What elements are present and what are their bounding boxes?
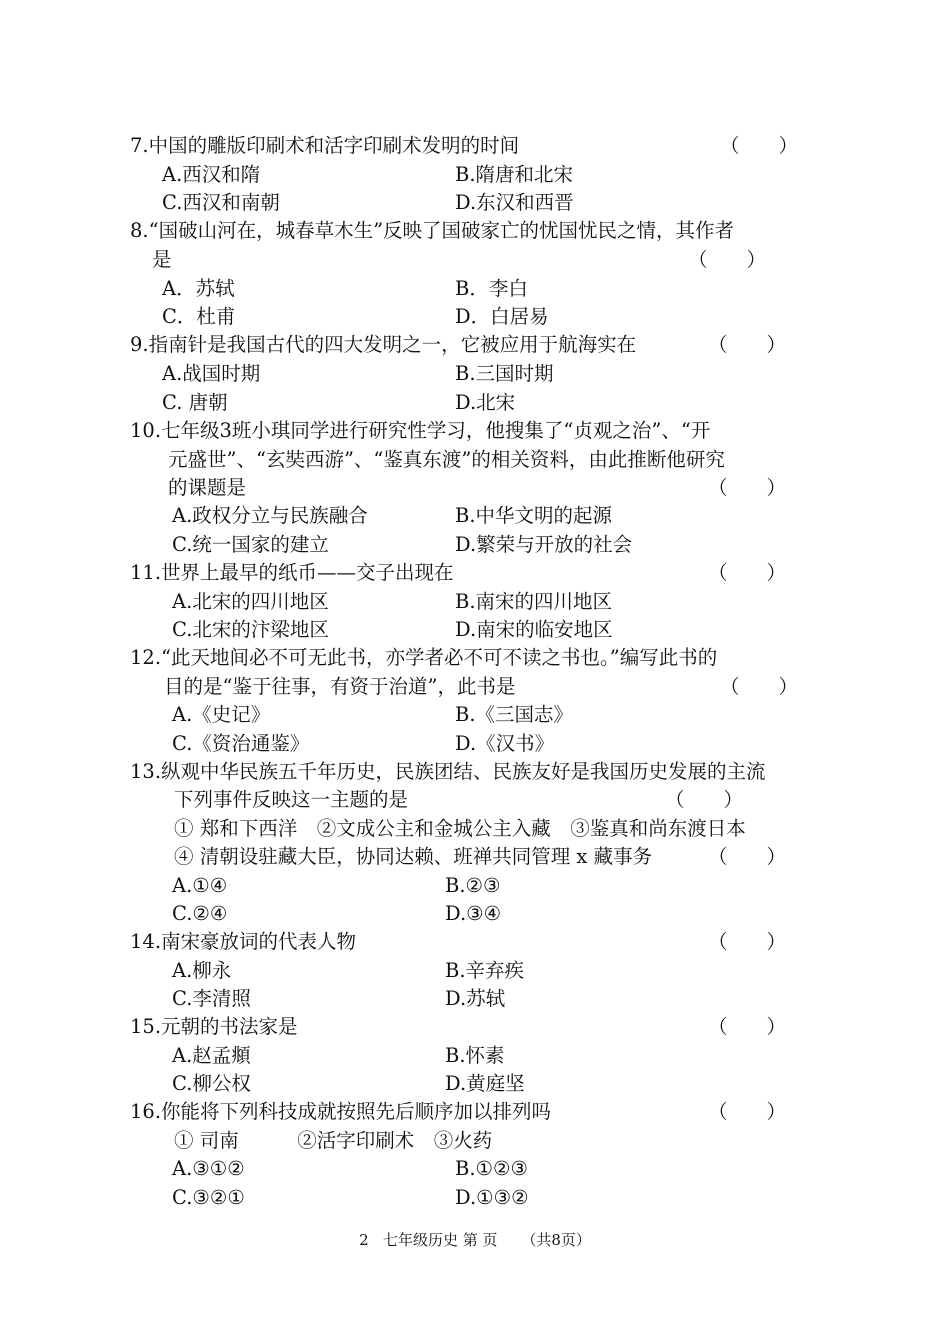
- q9-stem: 9.指南针是我国古代的四大发明之一，它被应用于航海实在: [130, 333, 637, 356]
- q10-option-c[interactable]: C.统一国家的建立: [172, 533, 329, 556]
- q11-option-c[interactable]: C.北宋的汴梁地区: [172, 618, 329, 641]
- q14-option-c[interactable]: C.李清照: [172, 987, 251, 1010]
- q14-answer-blank[interactable]: （ ）: [708, 930, 787, 953]
- q13-option-c[interactable]: C.②④: [172, 902, 228, 925]
- q15-answer-blank[interactable]: （ ）: [708, 1015, 787, 1038]
- q15-option-a[interactable]: A.赵孟頫: [172, 1044, 251, 1067]
- q7-option-d[interactable]: D.东汉和西晋: [455, 191, 574, 214]
- q10-option-a[interactable]: A.政权分立与民族融合: [172, 504, 368, 527]
- q10-stem-line3: 的课题是: [168, 476, 247, 499]
- q12-stem-line2: 目的是“鉴于往事，有资于治道”，此书是: [164, 675, 516, 698]
- q12-option-a[interactable]: A.《史记》: [172, 703, 271, 726]
- q13-items-blank[interactable]: （ ）: [708, 845, 787, 868]
- q10-stem-line1: 10.七年级3班小琪同学进行研究性学习，他搜集了“贞观之治”、“开: [130, 419, 711, 442]
- q13-option-d[interactable]: D.③④: [445, 902, 502, 925]
- q15-option-c[interactable]: C.柳公权: [172, 1072, 251, 1095]
- q8-answer-blank[interactable]: （ ）: [688, 248, 767, 271]
- q7-option-b[interactable]: B.隋唐和北宋: [455, 163, 574, 186]
- q8-stem-line1: 8.“国破山河在，城春草木生”反映了国破家亡的忧国忧民之情，其作者: [130, 219, 735, 242]
- q13-option-a[interactable]: A.①④: [172, 874, 228, 897]
- q12-answer-blank[interactable]: （ ）: [720, 675, 799, 698]
- q11-option-d[interactable]: D.南宋的临安地区: [455, 618, 613, 641]
- q12-option-b[interactable]: B.《三国志》: [455, 703, 574, 726]
- q16-option-d[interactable]: D.①③②: [455, 1186, 529, 1209]
- q10-stem-line2: 元盛世”、“玄奘西游”、“鉴真东渡”的相关资料，由此推断他研究: [168, 448, 725, 471]
- q16-option-c[interactable]: C.③②①: [172, 1186, 245, 1209]
- q13-stem-line2: 下列事件反映这一主题的是: [174, 788, 409, 811]
- q16-items: ① 司南 ②活字印刷术 ③火药: [174, 1129, 493, 1152]
- q7-answer-blank[interactable]: （ ）: [720, 134, 799, 157]
- q14-option-a[interactable]: A.柳永: [172, 959, 232, 982]
- q16-answer-blank[interactable]: （ ）: [708, 1100, 787, 1123]
- q16-option-b[interactable]: B.①②③: [455, 1157, 528, 1180]
- q16-stem: 16.你能将下列科技成就按照先后顺序加以排列吗: [130, 1100, 552, 1123]
- q9-option-a[interactable]: A.战国时期: [162, 362, 261, 385]
- q11-stem: 11.世界上最早的纸币——交子出现在: [130, 561, 454, 584]
- q8-option-c[interactable]: C．杜甫: [162, 305, 236, 328]
- q13-item-line1: ① 郑和下西洋 ②文成公主和金城公主入藏 ③鉴真和尚东渡日本: [174, 817, 746, 840]
- q10-answer-blank[interactable]: （ ）: [708, 476, 787, 499]
- footer-total-pages: （共8页）: [521, 1231, 591, 1249]
- q10-option-d[interactable]: D.繁荣与开放的社会: [455, 533, 633, 556]
- q9-option-d[interactable]: D.北宋: [455, 391, 516, 414]
- q12-option-d[interactable]: D.《汉书》: [455, 732, 555, 755]
- q16-option-a[interactable]: A.③①②: [172, 1157, 245, 1180]
- q7-option-c[interactable]: C.西汉和南朝: [162, 191, 280, 214]
- q8-option-b[interactable]: B．李白: [455, 277, 528, 300]
- footer-page-number: 2: [359, 1231, 369, 1249]
- q11-option-b[interactable]: B.南宋的四川地区: [455, 590, 613, 613]
- footer-label: 七年级历史 第 页: [382, 1231, 498, 1249]
- q13-item-line2: ④ 清朝设驻藏大臣，协同达赖、班禅共同管理 x 藏事务: [174, 845, 653, 868]
- q15-stem: 15.元朝的书法家是: [130, 1015, 298, 1038]
- q13-option-b[interactable]: B.②③: [445, 874, 501, 897]
- q9-answer-blank[interactable]: （ ）: [708, 333, 787, 356]
- q9-option-b[interactable]: B.三国时期: [455, 362, 554, 385]
- q8-option-a[interactable]: A．苏轼: [162, 277, 235, 300]
- q12-option-c[interactable]: C.《资治通鉴》: [172, 732, 310, 755]
- q15-option-d[interactable]: D.黄庭坚: [445, 1072, 525, 1095]
- q12-stem-line1: 12.“此天地间必不可无此书，亦学者必不可不读之书也。”编写此书的: [130, 646, 718, 669]
- q14-option-b[interactable]: B.辛弃疾: [445, 959, 525, 982]
- q10-option-b[interactable]: B.中华文明的起源: [455, 504, 613, 527]
- q11-option-a[interactable]: A.北宋的四川地区: [172, 590, 329, 613]
- q11-answer-blank[interactable]: （ ）: [708, 561, 787, 584]
- page-footer: [0, 1230, 950, 1250]
- q14-option-d[interactable]: D.苏轼: [445, 987, 506, 1010]
- q8-stem-line2: 是: [152, 248, 172, 271]
- q9-option-c[interactable]: C. 唐朝: [162, 391, 228, 414]
- q8-option-d[interactable]: D．白居易: [455, 305, 549, 328]
- q7-option-a[interactable]: A.西汉和隋: [162, 163, 261, 186]
- q15-option-b[interactable]: B.怀素: [445, 1044, 505, 1067]
- q13-stem-line1: 13.纵观中华民族五千年历史，民族团结、民族友好是我国历史发展的主流: [130, 760, 766, 783]
- q7-stem: 7.中国的雕版印刷术和活字印刷术发明的时间: [130, 134, 520, 157]
- q14-stem: 14.南宋豪放词的代表人物: [130, 930, 357, 953]
- q13-answer-blank[interactable]: （ ）: [665, 788, 744, 811]
